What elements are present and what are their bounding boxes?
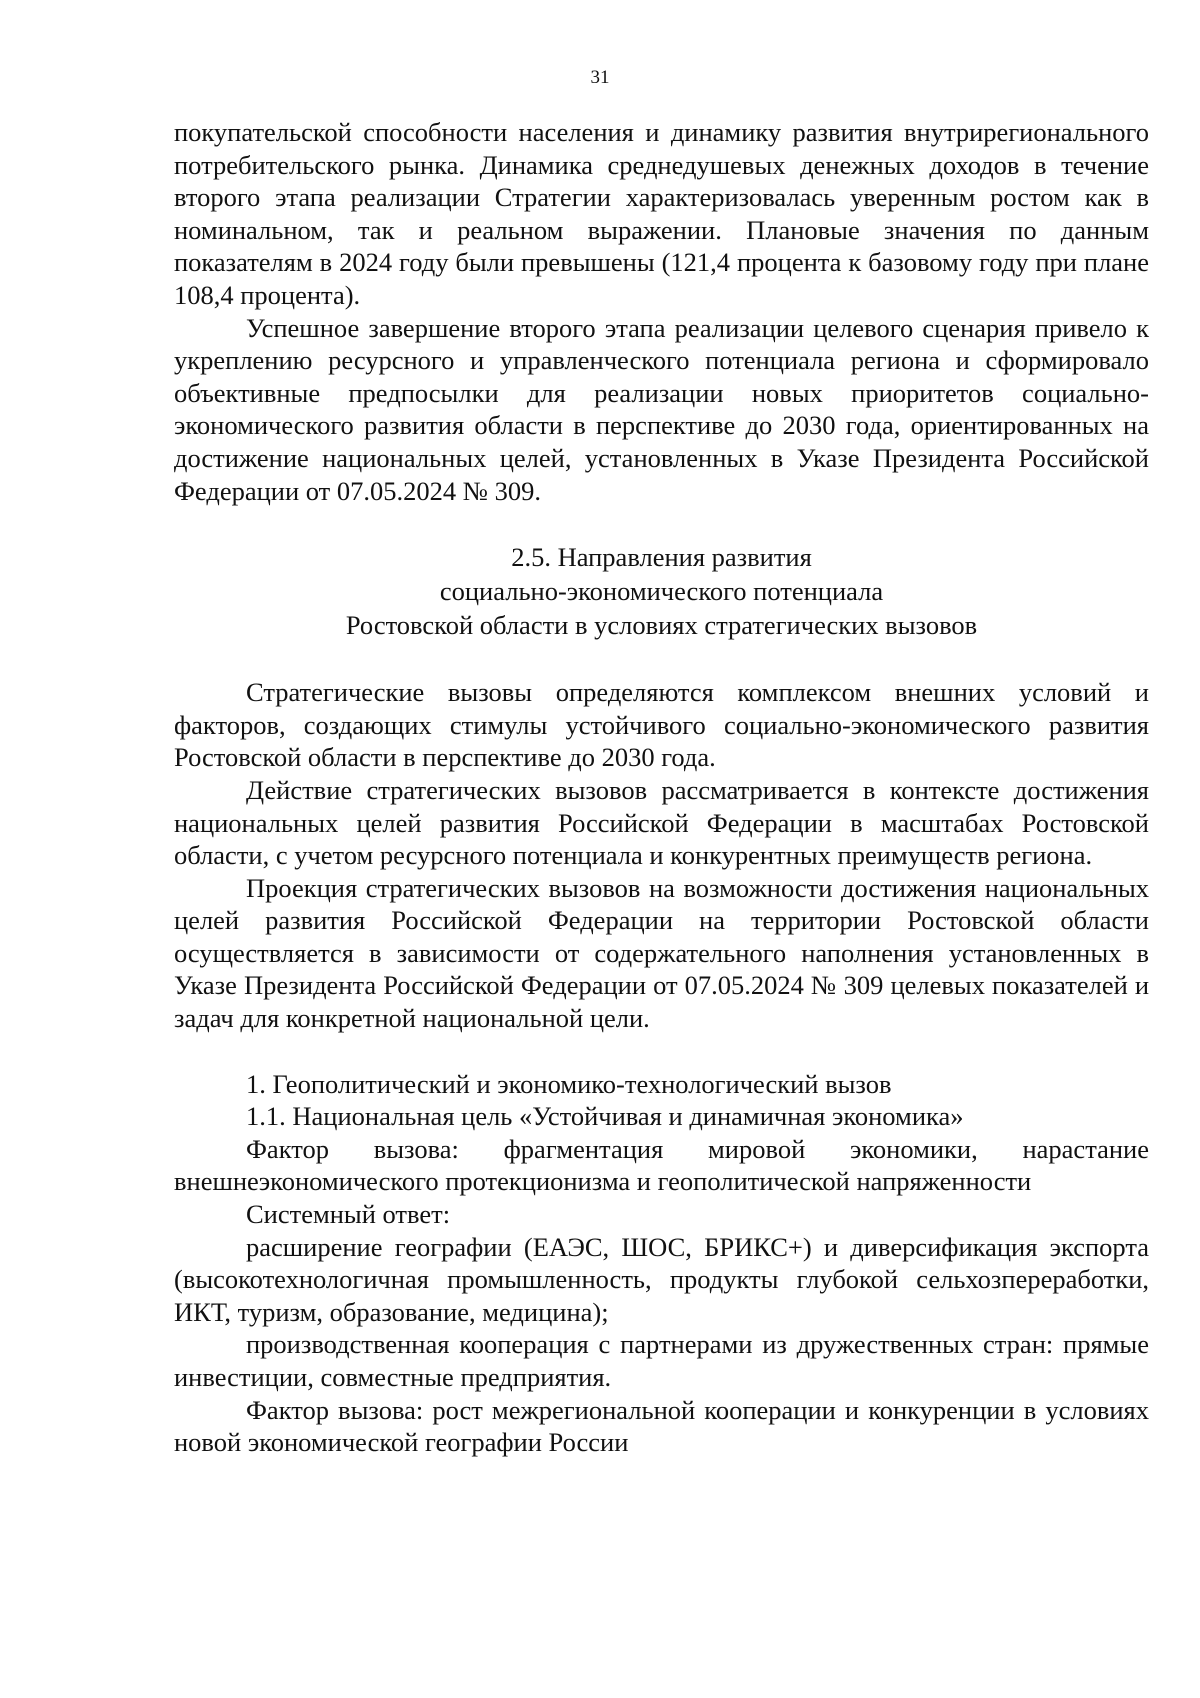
system-response-label: Системный ответ:	[246, 1199, 451, 1230]
paragraph: Проекция стратегических вызовов на возможности достижения национальных целей развития Российской Федерации на территории Ростовской области осуществляется в зависимости от содержательного наполнения установленных в Указе Президента Российской Федерации от 07.05.2024 № 309 целевых показателей и задач для конкретной национальной цели.	[174, 872, 1149, 1034]
section-heading-line: Ростовской области в условиях стратегических вызовов	[345, 610, 978, 641]
section-heading	[174, 540, 1149, 642]
page-content	[174, 116, 1149, 1459]
response-item: производственная кооперация с партнерами из дружественных стран: прямые инвестиции, совместные предприятия.	[174, 1329, 1149, 1392]
paragraph: Стратегические вызовы определяются комплексом внешних условий и факторов, создающих стимулы устойчивого социально-экономического развития Ростовской области в перспективе до 2030 года.	[174, 677, 1149, 773]
paragraph: Действие стратегических вызовов рассматривается в контексте достижения национальных целей развития Российской Федерации в масштабах Ростовской области, с учетом ресурсного потенциала и конкурентных преимуществ региона.	[174, 774, 1149, 871]
challenge-subtitle: 1.1. Национальная цель «Устойчивая и динамичная экономика»	[246, 1101, 964, 1132]
challenge-factor: Фактор вызова: рост межрегиональной кооперации и конкуренции в условиях новой экономической географии России	[174, 1394, 1149, 1458]
paragraph: Успешное завершение второго этапа реализации целевого сценария привело к укреплению ресурсного и управленческого потенциала региона и сформировало объективные предпосылки для реализации новых приоритетов социально-экономического развития области в перспективе до 2030 года, ориентированных на достижение национальных целей, установленных в Указе Президента Российской Федерации от 07.05.2024 № 309.	[174, 312, 1149, 506]
paragraph-continuation: покупательской способности населения и динамику развития внутрирегионального потребительского рынка. Динамика среднедушевых денежных доходов в течение второго этапа реализации Стратегии характеризовалась уверенным ростом как в номинальном, так и реальном выражении. Плановые значения по данным показателям в 2024 году были превышены (121,4 процента к базовому году при плане 108,4 процента).	[174, 117, 1149, 310]
section-heading-line: социально-экономического потенциала	[439, 576, 884, 607]
response-item: расширение географии (ЕАЭС, ШОС, БРИКС+) и диверсификация экспорта (высокотехнологичная промышленность, продукты глубокой сельхозпереработки, ИКТ, туризм, образование, медицина);	[174, 1231, 1149, 1327]
page-number: 31	[590, 67, 610, 88]
challenge-title: 1. Геополитический и экономико-технологический вызов	[246, 1068, 892, 1099]
challenge-factor: Фактор вызова: фрагментация мировой экономики, нарастание внешнеэкономического протекционизма и геополитической напряженности	[174, 1133, 1149, 1197]
section-heading-line: 2.5. Направления развития	[511, 542, 812, 573]
spacer	[174, 1035, 1149, 1068]
